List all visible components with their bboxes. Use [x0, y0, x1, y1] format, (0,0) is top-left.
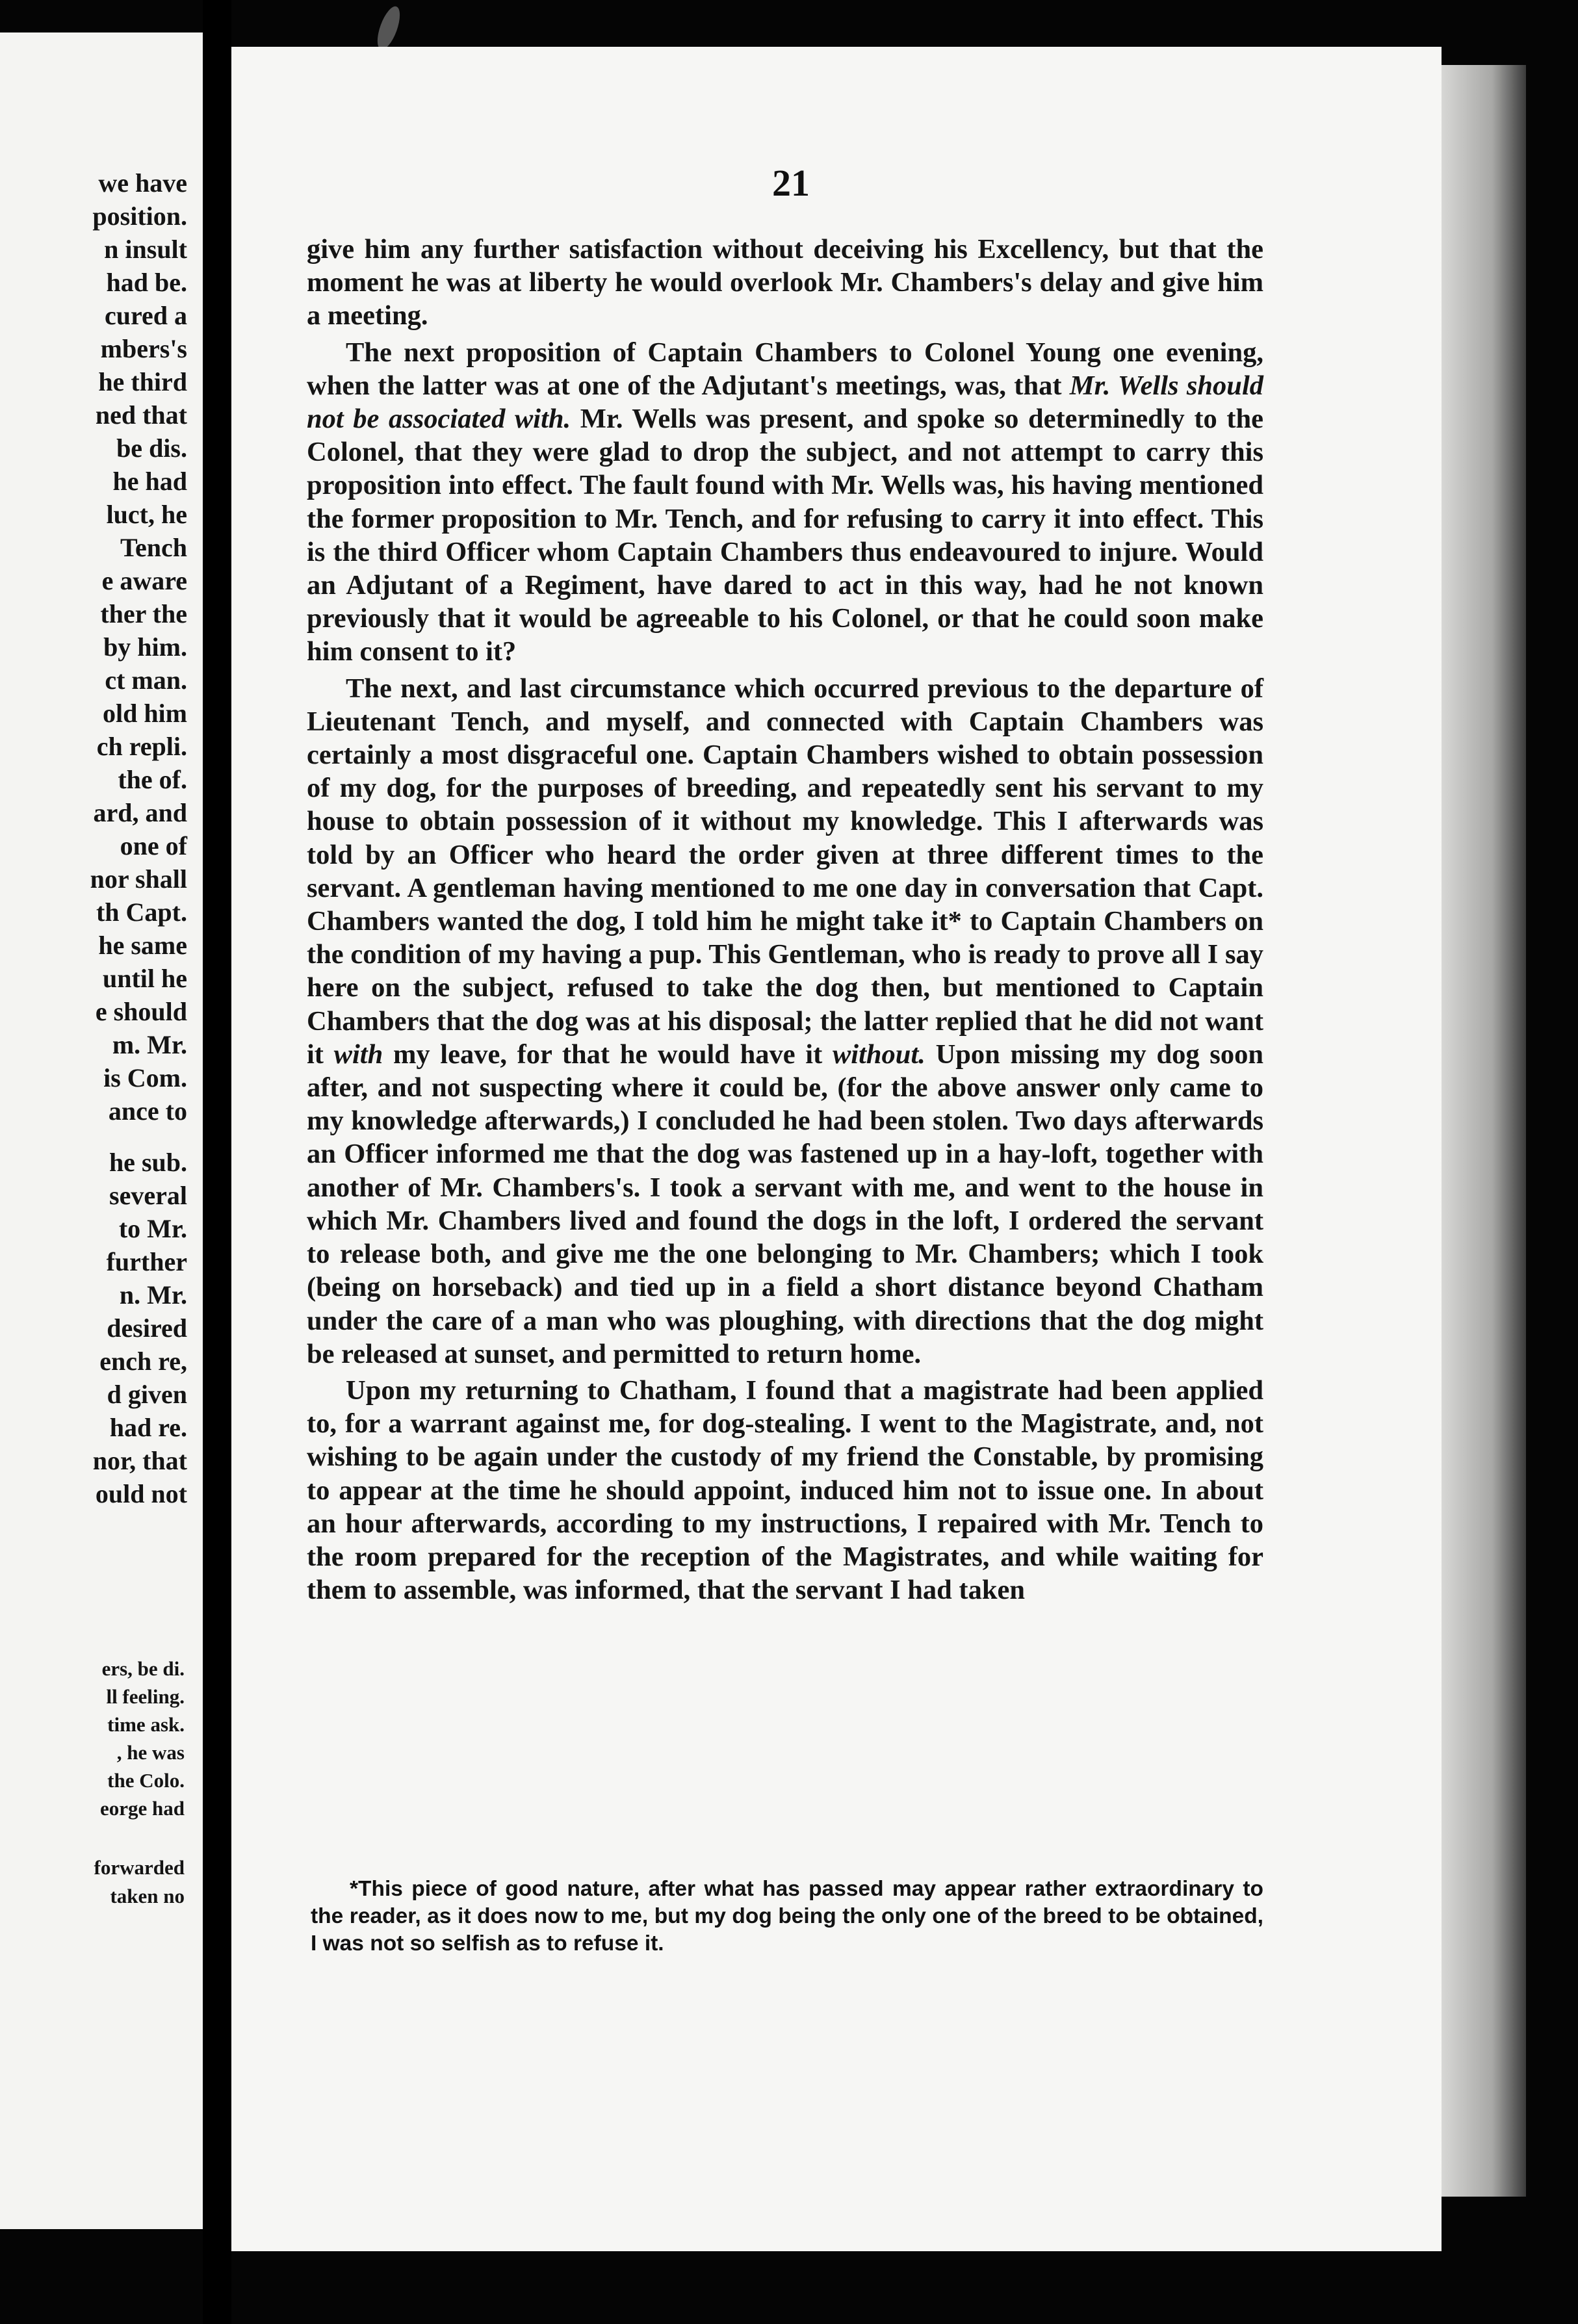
left-page-line: ance to [108, 1096, 187, 1126]
paragraph-text: Upon my returning to Chatham, I found that a magistrate had been applied to, for a warrant against me, for dog-stealing. I went to the Magistrate, and, not wishing to be again under the custody of my friend the Constable, by promising to appear at the time he should appoint, induced him not to issue one. In about an hour afterwards, according to my instructions, I repaired with Mr. Tench to the room prepared for the reception of the Magistrates, and while waiting for them to assemble, was informed, that the servant I had taken [307, 1375, 1263, 1606]
left-page-line: one of [120, 831, 187, 860]
paragraph [307, 233, 1263, 333]
body-text [307, 233, 1263, 1607]
left-page-line: had be. [106, 268, 187, 297]
left-page-line: ct man. [105, 665, 187, 695]
left-page-line: eorge had [99, 1797, 185, 1820]
paragraph [307, 1374, 1263, 1607]
left-page-line: is Com. [103, 1063, 187, 1092]
paragraph [307, 336, 1263, 669]
left-page-line: m. Mr. [112, 1030, 187, 1059]
left-page-line: e should [95, 997, 187, 1026]
left-page-line: several [109, 1181, 187, 1210]
left-page-line: ll feeling. [106, 1685, 185, 1708]
left-page-line: we have [98, 168, 187, 198]
page-edge-shadow [1442, 65, 1526, 2197]
italic-text: with [333, 1039, 383, 1070]
left-page-line: taken no [110, 1885, 185, 1907]
left-page-line: old him [102, 699, 187, 728]
paragraph-text: The next, and last circumstance which occurred previous to the departure of Lieutenant Tench, and myself, and connected with Captain Chambers was certainly a most disgraceful one. Captain Chambers wished to obtain possession of my dog, for the purposes of breeding, and repeatedly sent his servant to my house to obtain possession of it without my knowledge. This I afterwards was told by an Officer who heard the order given at three different times to the servant. A gentleman having mentioned to me one day in conversation that Capt. Chambers wanted the dog, I told him he might take it* to Captain Chambers on the condition of my having a pup. This Gentleman, who is ready to prove all I say here on the subject, refused to take the dog then, but mentioned to Captain Chambers that the dog was at his disposal; the latter replied that he did not want it [307, 673, 1263, 1070]
paragraph-text: Mr. Wells was present, and spoke so determinedly to the Colonel, that they were glad to drop the subject, and not attempt to carry this proposition into effect. The fault found with Mr. Wells was, his having mentioned the former proposition to Mr. Tench, and for refusing to carry it into effect. This is the third Officer whom Captain Chambers thus endeavoured to injure. Would an Adjutant of a Regiment, have dared to act in this way, had he not known previously that it would be agreeable to his Colonel, or that he could soon make him consent to it? [307, 404, 1263, 667]
paragraph [307, 672, 1263, 1371]
left-page-line: forwarded [94, 1856, 185, 1879]
left-page-line: luct, he [106, 500, 187, 529]
left-page-line: cured a [104, 301, 187, 330]
left-page-line: ch repli. [96, 732, 187, 761]
page-number: 21 [772, 162, 810, 204]
left-page-line: , he was [116, 1741, 185, 1764]
book-gutter [203, 0, 231, 2324]
left-page-line: ould not [95, 1479, 187, 1508]
left-page-line: be dis. [116, 433, 187, 463]
italic-text: Mr. Wells should not be associated with. [307, 370, 1264, 435]
left-page-line: ard, and [93, 798, 187, 827]
ink-blot [373, 4, 404, 53]
left-page-line: d given [107, 1380, 187, 1409]
left-page-line: he same [98, 931, 187, 960]
left-page-line: he sub. [109, 1148, 187, 1177]
left-page-line: desired [107, 1313, 187, 1343]
left-page-line: by him. [103, 632, 187, 662]
paragraph-text: Upon missing my dog soon after, and not suspecting where it could be, (for the above answer only came to my knowledge afterwards,) I concluded he had been stolen. Two days afterwards an Officer informed me that the dog was fastened up in a hay-loft, together with another of Mr. Chambers's. I took a servant with me, and went to the house in which Mr. Chambers lived and found the dogs in the loft, I ordered the servant to release both, and give me the one belonging to Mr. Chambers; which I took (being on horseback) and tied up in a field a short distance beyond Chatham under the care of a man who was ploughing, with directions that the dog might be released at sunset, and permitted to return home. [307, 1039, 1263, 1369]
left-page-line: he third [98, 367, 187, 396]
left-page-line: nor, that [92, 1446, 187, 1475]
left-page-fragment [0, 32, 203, 2229]
left-page-line: had re. [109, 1413, 187, 1442]
left-page-line: the of. [118, 765, 187, 794]
left-page-line: ther the [100, 599, 187, 628]
left-page-line: nor shall [90, 864, 187, 894]
left-page-line: n insult [104, 235, 187, 264]
left-page-line: further [106, 1247, 187, 1276]
left-page-line: e aware [101, 566, 187, 595]
left-page-line: ers, be di. [101, 1657, 185, 1680]
left-page-line: ned that [95, 400, 187, 430]
left-page-line: ench re, [99, 1347, 187, 1376]
left-page-line: Tench [120, 533, 187, 562]
left-page-line: n. Mr. [119, 1280, 187, 1310]
left-page-line: the Colo. [107, 1769, 185, 1792]
left-page-line: th Capt. [96, 897, 187, 927]
left-page-line: time ask. [107, 1713, 185, 1736]
left-page-line: to Mr. [118, 1214, 187, 1243]
footnote: *This piece of good nature, after what has passed may appear rather extraordinary to the reader, as it does now to me, but my dog being the only one of the breed to be obtained, I was not so selfish as to refuse it. [311, 1877, 1263, 1956]
paragraph-text: my leave, for that he would have it [383, 1039, 833, 1070]
left-page-line: he had [112, 467, 187, 496]
left-page-line: position. [92, 201, 187, 231]
left-page-line: until he [102, 964, 187, 993]
left-page-line: mbers's [100, 334, 187, 363]
italic-text: without. [832, 1039, 925, 1070]
paragraph-text: give him any further satisfaction without deceiving his Excellency, but that the moment he was at liberty he would overlook Mr. Chambers's delay and give him a meeting. [307, 234, 1263, 331]
paragraph-text: The next proposition of Captain Chambers to Colonel Young one evening, when the latter was at one of the Adjutant's meetings, was, that [307, 337, 1263, 401]
